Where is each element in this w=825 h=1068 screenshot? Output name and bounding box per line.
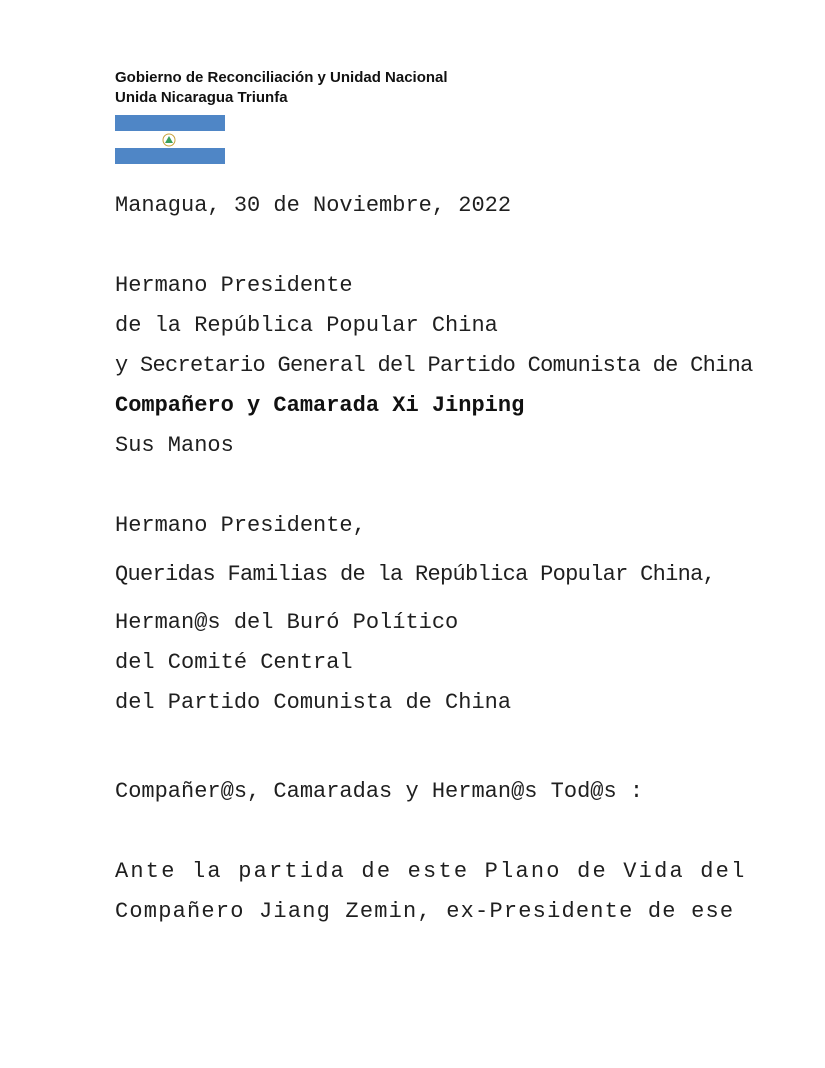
body-line-2: Compañero Jiang Zemin, ex-Presidente de ese: [115, 899, 735, 924]
nicaragua-flag-icon: [115, 115, 225, 164]
greeting-line-1: Hermano Presidente,: [115, 513, 366, 538]
coat-of-arms-icon: [162, 133, 176, 147]
salutation: Compañer@s, Camaradas y Herman@s Tod@s :: [115, 779, 644, 804]
government-name: Gobierno de Reconciliación y Unidad Nacional: [115, 69, 448, 86]
greeting-line-2: Queridas Familias de la República Popular China,: [115, 562, 716, 587]
greeting-line-5: del Partido Comunista de China: [115, 690, 512, 715]
flag-top-stripe: [115, 115, 225, 131]
recipient-country: de la República Popular China: [115, 313, 498, 338]
recipient-party-role: y Secretario General del Partido Comunista de China: [115, 353, 753, 378]
body-line-1: Ante la partida de este Plano de Vida del: [115, 859, 747, 884]
greeting-line-3: Herman@s del Buró Político: [115, 610, 459, 635]
recipient-title: Hermano Presidente: [115, 273, 353, 298]
recipient-name: Compañero y Camarada Xi Jinping: [115, 393, 525, 418]
recipient-closing: Sus Manos: [115, 433, 234, 458]
letterhead: [115, 68, 448, 108]
government-slogan: Unida Nicaragua Triunfa: [115, 89, 288, 106]
flag-bottom-stripe: [115, 148, 225, 164]
greeting-line-4: del Comité Central: [115, 650, 353, 675]
place-and-date: Managua, 30 de Noviembre, 2022: [115, 193, 512, 218]
